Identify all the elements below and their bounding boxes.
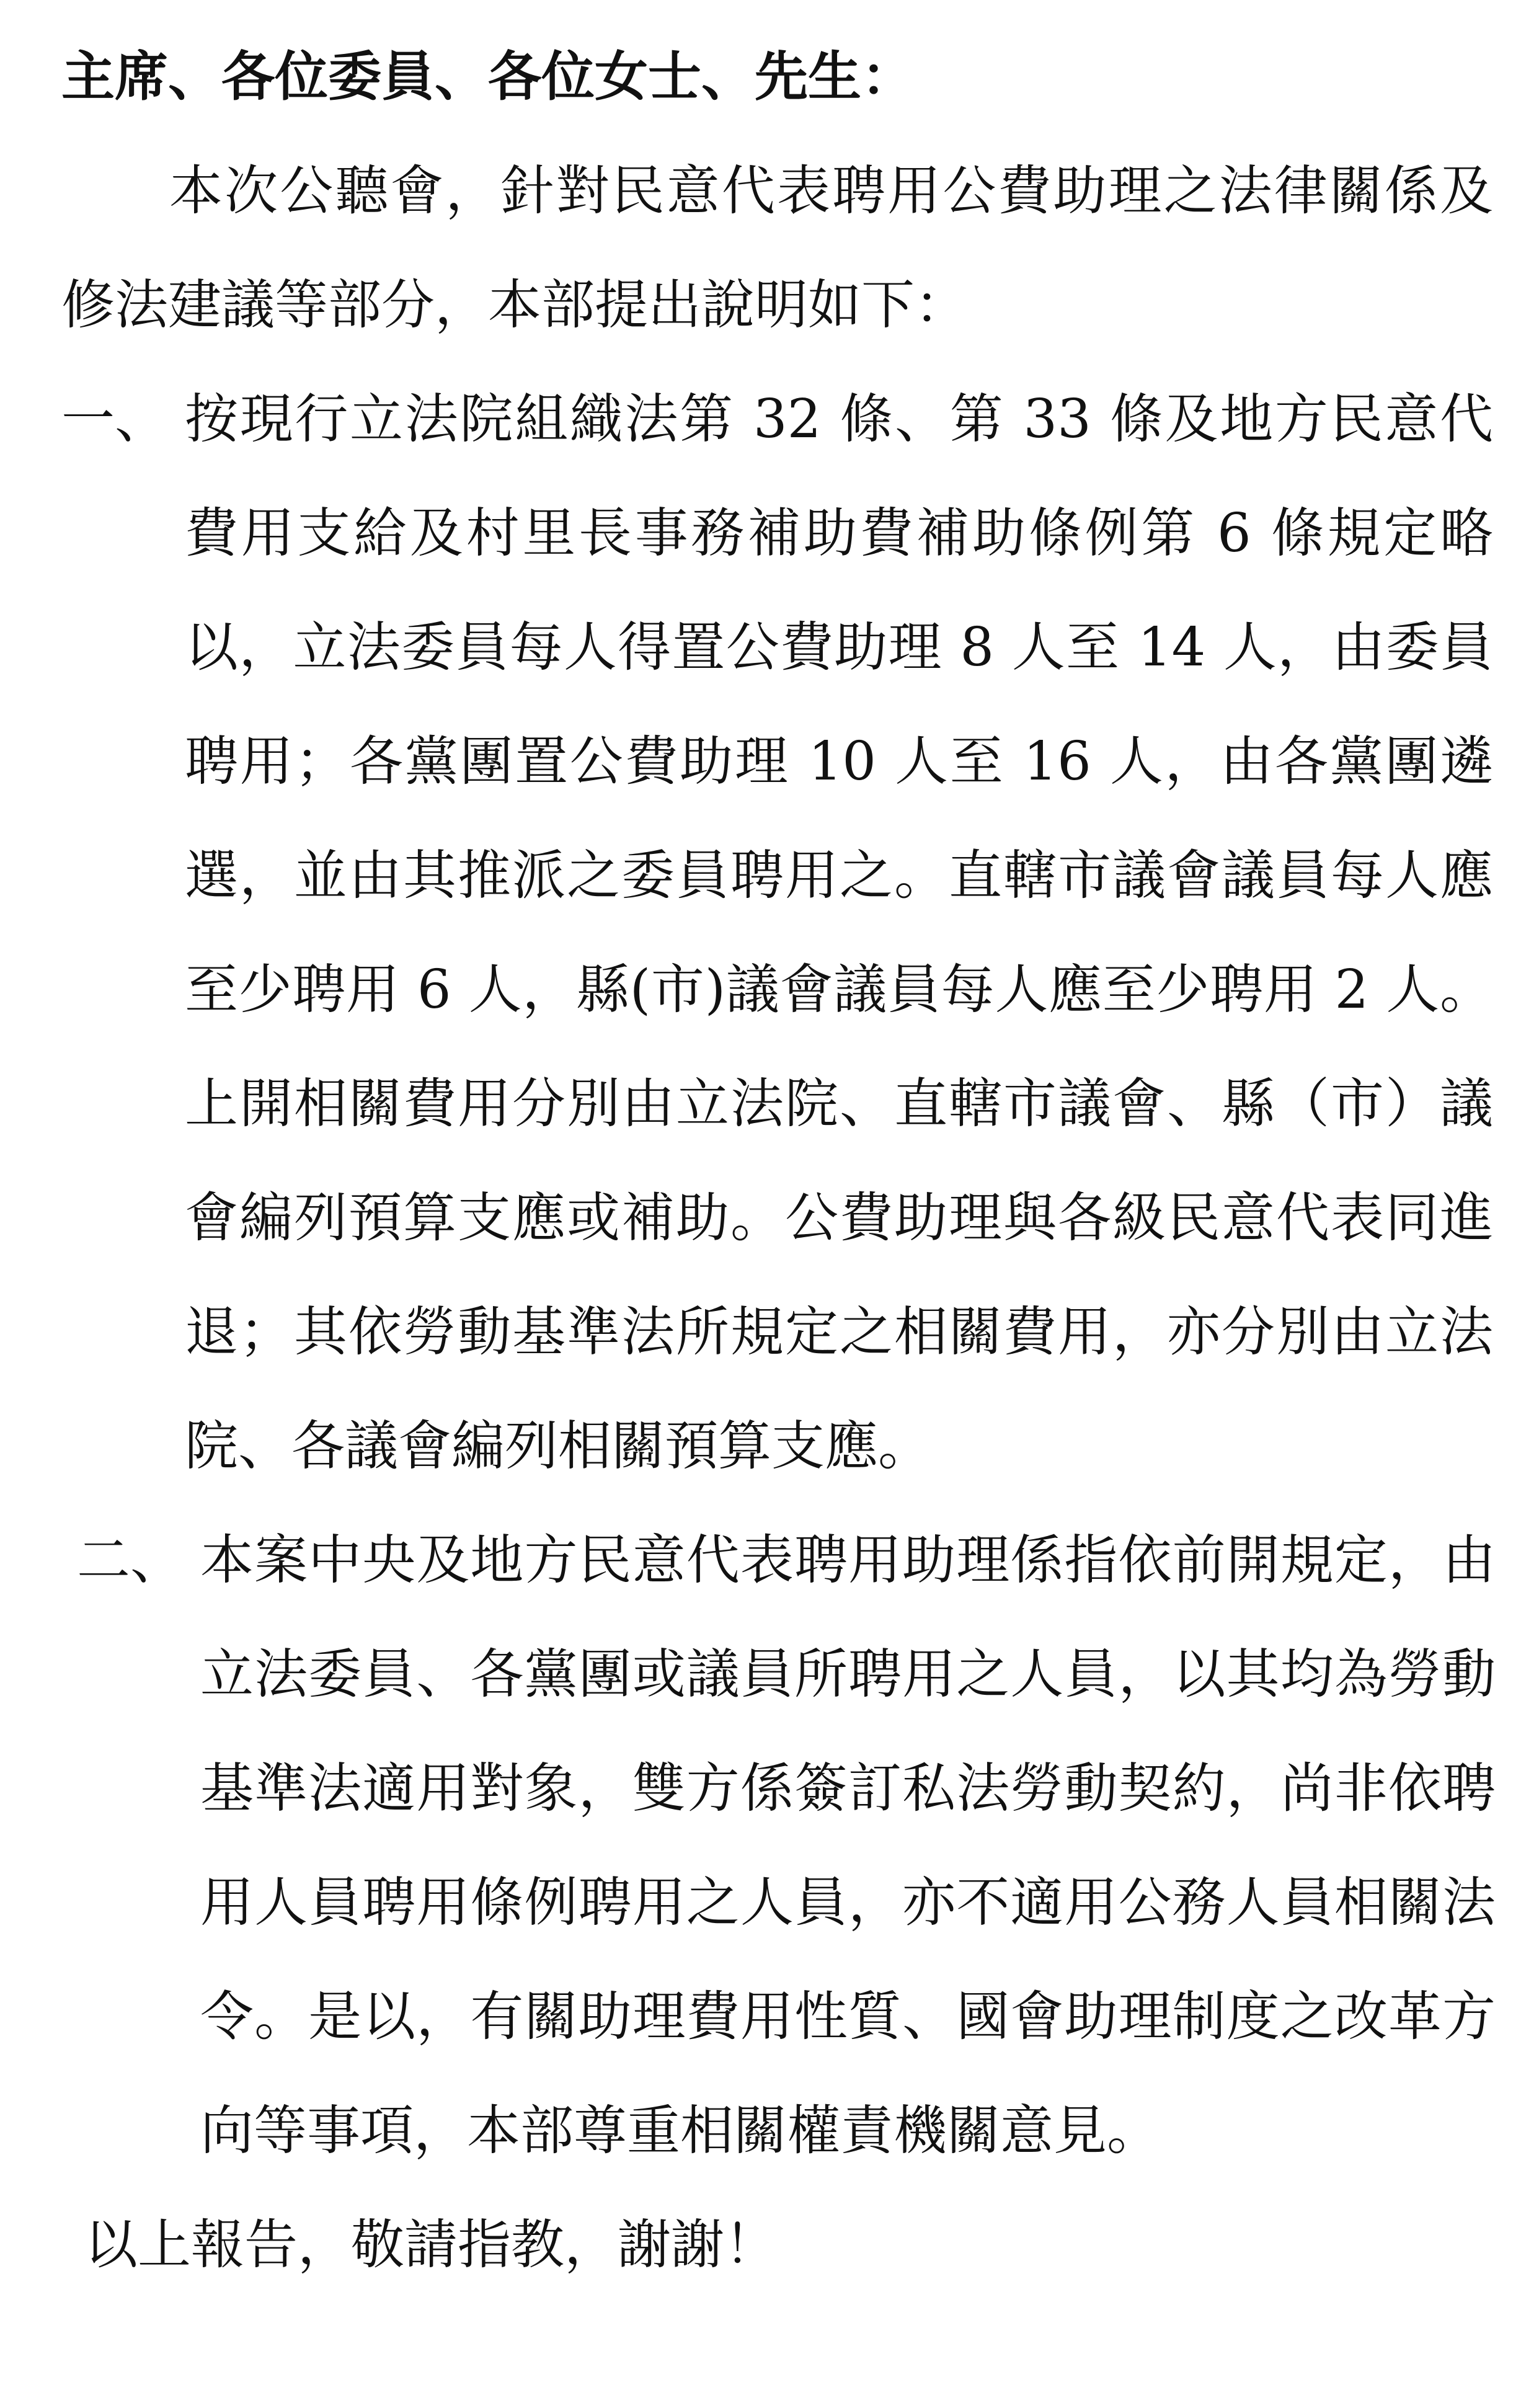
intro-line: 修法建議等部分，本部提出說明如下： <box>61 274 968 336</box>
item-line: 立法委員、各黨團或議員所聘用之人員，以其均為勞動 <box>200 1643 1496 1705</box>
item-line: 至少聘用 6 人，縣(市)議會議員每人應至少聘用 2 人。 <box>185 959 1493 1021</box>
item-line: 以，立法委員每人得置公費助理 8 人至 14 人，由委員 <box>185 616 1493 678</box>
list-item-body <box>200 1503 1496 2188</box>
list-item-2 <box>0 1503 1539 2188</box>
item-line: 向等事項，本部尊重相關權責機關意見。 <box>200 2100 1160 2162</box>
list-marker: 一、 <box>61 388 168 450</box>
closing-remark: 以上報告，敬請指教，謝謝！ <box>84 2214 778 2276</box>
item-line: 會編列預算支應或補助。公費助理與各級民意代表同進 <box>185 1187 1493 1249</box>
salutation: 主席、各位委員、各位女士、先生： <box>61 45 915 108</box>
item-line: 聘用；各黨團置公費助理 10 人至 16 人，由各黨團遴 <box>185 731 1493 793</box>
item-line: 令。是以，有關助理費用性質、國會助理制度之改革方 <box>200 1986 1496 2048</box>
item-line: 基準法適用對象，雙方係簽訂私法勞動契約，尚非依聘 <box>200 1757 1496 1819</box>
intro-paragraph <box>0 134 1539 362</box>
item-line: 上開相關費用分別由立法院、直轄市議會、縣（市）議 <box>185 1073 1493 1135</box>
item-line: 選，並由其推派之委員聘用之。直轄市議會議員每人應 <box>185 845 1493 907</box>
item-line: 院、各議會編列相關預算支應。 <box>185 1415 931 1477</box>
item-line: 本案中央及地方民意代表聘用助理係指依前開規定，由 <box>200 1529 1496 1591</box>
list-item-body <box>185 362 1493 1503</box>
item-line: 按現行立法院組織法第 32 條、第 33 條及地方民意代 <box>185 388 1493 450</box>
item-line: 用人員聘用條例聘用之人員，亦不適用公務人員相關法 <box>200 1872 1496 1934</box>
item-line: 退；其依勞動基準法所規定之相關費用，亦分別由立法 <box>185 1301 1493 1363</box>
intro-line: 本次公聽會，針對民意代表聘用公費助理之法律關係及 <box>169 160 1493 222</box>
list-item-1 <box>0 362 1539 1503</box>
list-marker: 二、 <box>77 1529 184 1591</box>
item-line: 費用支給及村里長事務補助費補助條例第 6 條規定略 <box>185 502 1493 564</box>
